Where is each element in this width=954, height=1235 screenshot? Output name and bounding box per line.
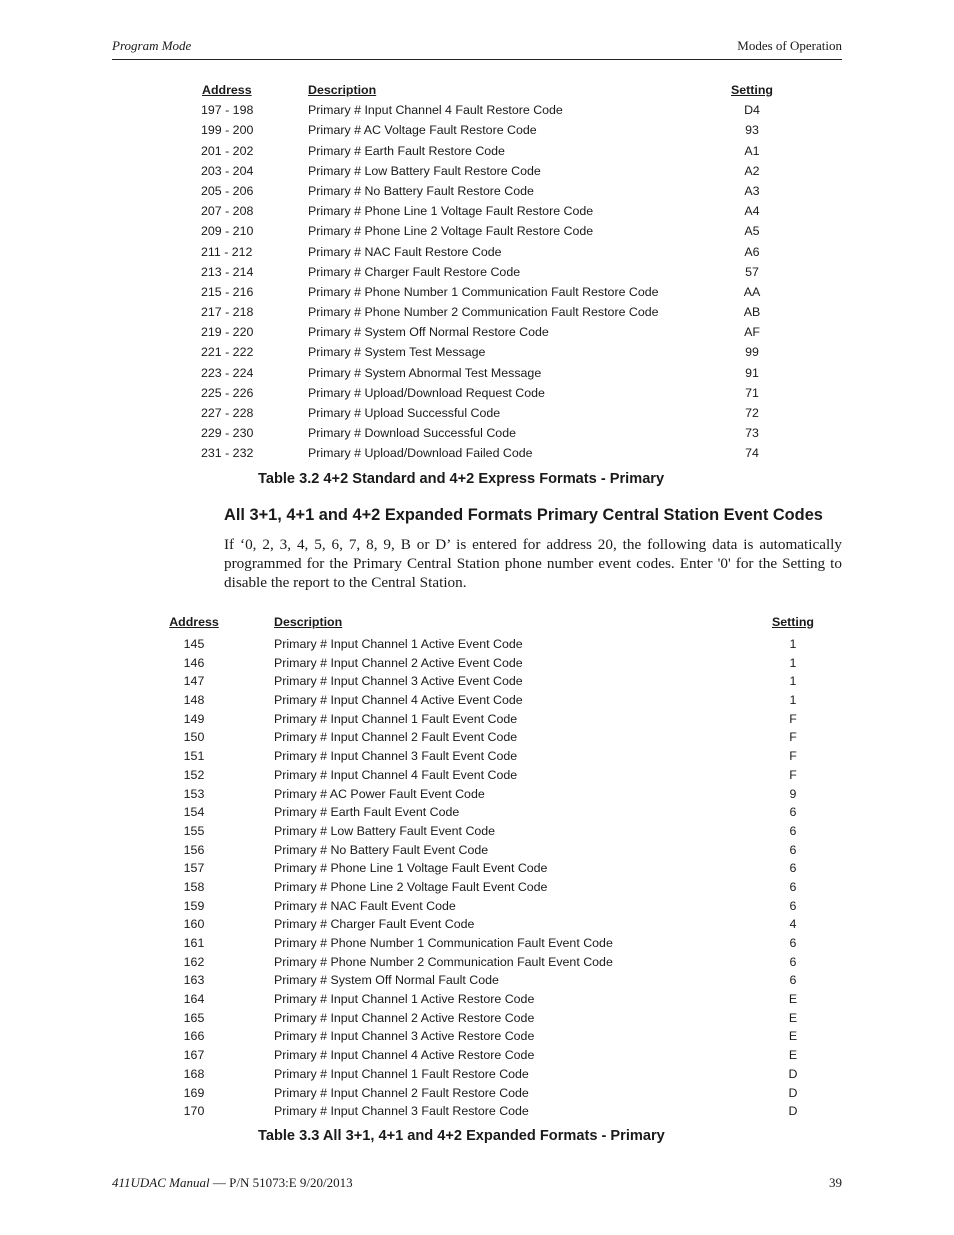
setting-cell: 9 [789,786,797,801]
table-row [0,992,954,1011]
table-row [0,843,954,862]
description-cell: Primary # Phone Number 1 Communication Fault Event Code [274,936,613,950]
description-cell: Primary # Phone Number 1 Communication Fault Restore Code [308,284,659,299]
table-row [0,144,954,164]
table-row [0,1067,954,1086]
setting-cell: 6 [789,842,797,857]
setting-cell: 73 [745,426,759,441]
table-row [0,936,954,955]
table-row [0,245,954,265]
column-header-address: Address [202,83,252,97]
address-cell: 152 [183,767,205,782]
description-cell: Primary # Input Channel 2 Active Event Code [274,655,523,670]
address-cell: 215 - 216 [201,284,254,299]
table-row [0,164,954,184]
table-row [0,674,954,693]
setting-cell: A6 [744,244,760,259]
table-row [0,1048,954,1067]
address-cell: 149 [183,711,205,726]
address-cell: 213 - 214 [201,264,254,279]
address-cell: 157 [183,861,205,876]
description-cell: Primary # Input Channel 4 Active Restore Code [274,1048,535,1063]
column-header-description: Description [308,83,377,97]
setting-cell: 71 [745,385,759,400]
description-cell: Primary # Input Channel 4 Fault Event Code [274,767,518,782]
description-cell: Primary # Input Channel 1 Active Event Code [274,637,523,651]
address-cell: 164 [183,992,205,1007]
address-cell: 201 - 202 [201,143,254,158]
table-row [0,693,954,712]
description-cell: Primary # NAC Fault Restore Code [308,244,502,259]
setting-cell: 4 [789,917,797,932]
table-row [0,917,954,936]
address-cell: 168 [183,1066,205,1081]
description-cell: Primary # Download Successful Code [308,426,516,441]
address-cell: 150 [183,730,205,745]
column-header-address: Address [169,615,219,629]
table-row [0,749,954,768]
address-cell: 166 [183,1029,205,1044]
table-row [0,446,954,466]
setting-cell: 91 [745,365,759,380]
address-cell: 145 [183,637,205,651]
table-row [0,386,954,406]
address-cell: 153 [183,786,205,801]
setting-cell: A3 [744,183,760,198]
address-cell: 160 [183,917,205,932]
table-row [0,1029,954,1048]
table-row [0,637,954,656]
setting-cell: 72 [745,406,759,420]
column-header-setting: Setting [731,83,773,97]
setting-cell: 99 [745,345,759,360]
footer-manual-info [112,1175,353,1191]
table-row [0,730,954,749]
description-cell: Primary # Input Channel 4 Fault Restore Code [308,103,563,118]
page-number: 39 [829,1175,842,1190]
description-cell: Primary # Low Battery Fault Restore Code [308,163,541,178]
description-cell: Primary # System Off Normal Restore Code [308,325,549,340]
address-cell: 225 - 226 [201,385,254,400]
address-cell: 221 - 222 [201,345,254,360]
description-cell: Primary # Input Channel 4 Active Event Code [274,693,523,708]
setting-cell: A4 [744,204,760,219]
table-row [0,265,954,285]
description-cell: Primary # Input Channel 3 Active Restore Code [274,1029,535,1044]
description-cell: Primary # Input Channel 2 Fault Restore Code [274,1085,529,1100]
address-cell: 162 [183,954,205,969]
manual-title: 411UDAC Manual [112,1175,210,1190]
address-cell: 223 - 224 [201,365,254,380]
setting-cell: 74 [745,446,759,461]
address-cell: 203 - 204 [201,163,254,178]
table-row [0,426,954,446]
setting-cell: E [788,1048,798,1063]
table-3-2-caption: Table 3.2 4+2 Standard and 4+2 Express Formats - Primary [258,471,665,487]
description-cell: Primary # System Abnormal Test Message [308,365,542,380]
address-cell: 167 [183,1048,205,1063]
description-cell: Primary # Input Channel 1 Active Restore Code [274,992,535,1007]
description-cell: Primary # Input Channel 1 Fault Restore Code [274,1066,529,1081]
description-cell: Primary # Upload/Download Request Code [308,385,545,400]
part-number-date: — P/N 51073:E 9/20/2013 [209,1175,353,1190]
table-row [0,973,954,992]
table-header-row [0,615,954,637]
setting-cell: 6 [789,954,797,969]
table-3-3 [0,615,954,1123]
address-cell: 161 [183,936,205,950]
table-row [0,656,954,675]
setting-cell: A2 [744,163,760,178]
table-3-3-caption: Table 3.3 All 3+1, 4+1 and 4+2 Expanded Formats - Primary [258,1128,665,1144]
description-cell: Primary # Upload/Download Failed Code [308,446,533,461]
address-cell: 159 [183,898,205,913]
table-row [0,184,954,204]
address-cell: 199 - 200 [201,123,254,138]
setting-cell: E [788,992,798,1007]
table-row [0,103,954,123]
table-row [0,366,954,386]
table-row [0,345,954,365]
table-row [0,406,954,426]
description-cell: Primary # Input Channel 2 Active Restore Code [274,1010,535,1025]
setting-cell: 93 [745,123,759,138]
table-row [0,880,954,899]
setting-cell: 6 [789,936,797,950]
address-cell: 151 [183,749,205,764]
description-cell: Primary # Input Channel 3 Active Event Code [274,674,523,689]
setting-cell: F [789,730,797,745]
setting-cell: 57 [745,264,759,279]
address-cell: 148 [183,693,205,708]
setting-cell: 6 [789,879,797,894]
table-row [0,325,954,345]
description-cell: Primary # Low Battery Fault Event Code [274,823,496,838]
setting-cell: AB [743,305,761,320]
description-cell: Primary # Phone Line 2 Voltage Fault Restore Code [308,224,594,239]
description-cell: Primary # Phone Line 1 Voltage Fault Restore Code [308,204,594,219]
table-row [0,123,954,143]
address-cell: 219 - 220 [201,325,254,340]
table-row [0,787,954,806]
setting-cell: 1 [789,655,797,670]
setting-cell: 6 [789,898,797,913]
table-row [0,285,954,305]
table-row [0,1086,954,1105]
table-row [0,768,954,787]
address-cell: 147 [183,674,205,689]
address-cell: 169 [183,1085,205,1100]
description-cell: Primary # Phone Line 2 Voltage Fault Event Code [274,879,548,894]
table-header-row [0,83,954,103]
setting-cell: 6 [789,805,797,820]
description-cell: Primary # Phone Line 1 Voltage Fault Event Code [274,861,548,876]
setting-cell: 6 [789,973,797,988]
setting-cell: D [788,1066,798,1081]
column-header-setting: Setting [772,615,814,629]
setting-cell: F [789,711,797,726]
description-cell: Primary # Input Channel 1 Fault Event Code [274,711,518,726]
setting-cell: AF [744,325,760,340]
description-cell: Primary # Phone Number 2 Communication Fault Restore Code [308,305,659,320]
column-header-description: Description [274,615,343,629]
description-cell: Primary # Charger Fault Restore Code [308,264,521,279]
table-body [0,103,954,466]
address-cell: 165 [183,1010,205,1025]
description-cell: Primary # No Battery Fault Event Code [274,842,489,857]
table-row [0,824,954,843]
table-row [0,1011,954,1030]
table-row [0,861,954,880]
address-cell: 158 [183,879,205,894]
table-body [0,637,954,1123]
setting-cell: 6 [789,861,797,876]
table-row [0,955,954,974]
description-cell: Primary # Input Channel 2 Fault Event Code [274,730,518,745]
setting-cell: E [788,1029,798,1044]
description-cell: Primary # AC Power Fault Event Code [274,786,485,801]
description-cell: Primary # Input Channel 3 Fault Event Code [274,749,518,764]
table-row [0,204,954,224]
description-cell: Primary # System Off Normal Fault Code [274,973,499,988]
description-cell: Primary # Phone Number 2 Communication Fault Event Code [274,954,613,969]
address-cell: 217 - 218 [201,305,254,320]
setting-cell: D [788,1104,798,1119]
address-cell: 197 - 198 [201,103,254,118]
section-paragraph: If ‘0, 2, 3, 4, 5, 6, 7, 8, 9, B or D’ is entered for address 20, the following data is automatically programmed for the Primary Central Station phone number event codes. Enter '0' for the Setting to disable the report to the Central Station. [224,536,842,591]
description-cell: Primary # No Battery Fault Restore Code [308,183,534,198]
description-cell: Primary # System Test Message [308,345,486,360]
setting-cell: D4 [744,103,760,118]
table-row [0,805,954,824]
address-cell: 163 [183,973,205,988]
table-row [0,712,954,731]
setting-cell: 1 [789,637,797,651]
setting-cell: 1 [789,693,797,708]
setting-cell: 1 [789,674,797,689]
table-row [0,1104,954,1123]
description-cell: Primary # Charger Fault Event Code [274,917,475,932]
setting-cell: D [788,1085,798,1100]
setting-cell: F [789,767,797,782]
description-cell: Primary # AC Voltage Fault Restore Code [308,123,537,138]
setting-cell: A1 [744,143,760,158]
address-cell: 211 - 212 [201,244,253,259]
setting-cell: E [788,1010,798,1025]
address-cell: 156 [183,842,205,857]
address-cell: 229 - 230 [201,426,254,441]
description-cell: Primary # Upload Successful Code [308,406,501,420]
setting-cell: 6 [789,823,797,838]
section-heading: All 3+1, 4+1 and 4+2 Expanded Formats Primary Central Station Event Codes [224,506,823,524]
setting-cell: AA [743,284,761,299]
address-cell: 146 [183,655,205,670]
address-cell: 227 - 228 [201,406,254,420]
running-header-chapter: Modes of Operation [737,38,842,53]
running-header-section: Program Mode [112,38,192,53]
table-row [0,224,954,244]
setting-cell: A5 [744,224,760,239]
setting-cell: F [789,749,797,764]
address-cell: 155 [183,823,205,838]
address-cell: 154 [183,805,205,820]
header-rule [112,59,842,60]
table-row [0,305,954,325]
description-cell: Primary # Earth Fault Event Code [274,805,460,820]
description-cell: Primary # Earth Fault Restore Code [308,143,505,158]
description-cell: Primary # Input Channel 3 Fault Restore Code [274,1104,529,1119]
address-cell: 207 - 208 [201,204,254,219]
address-cell: 231 - 232 [201,446,254,461]
address-cell: 209 - 210 [201,224,254,239]
address-cell: 170 [183,1104,205,1119]
table-row [0,899,954,918]
table-3-2 [0,83,954,467]
description-cell: Primary # NAC Fault Event Code [274,898,456,913]
address-cell: 205 - 206 [201,183,254,198]
